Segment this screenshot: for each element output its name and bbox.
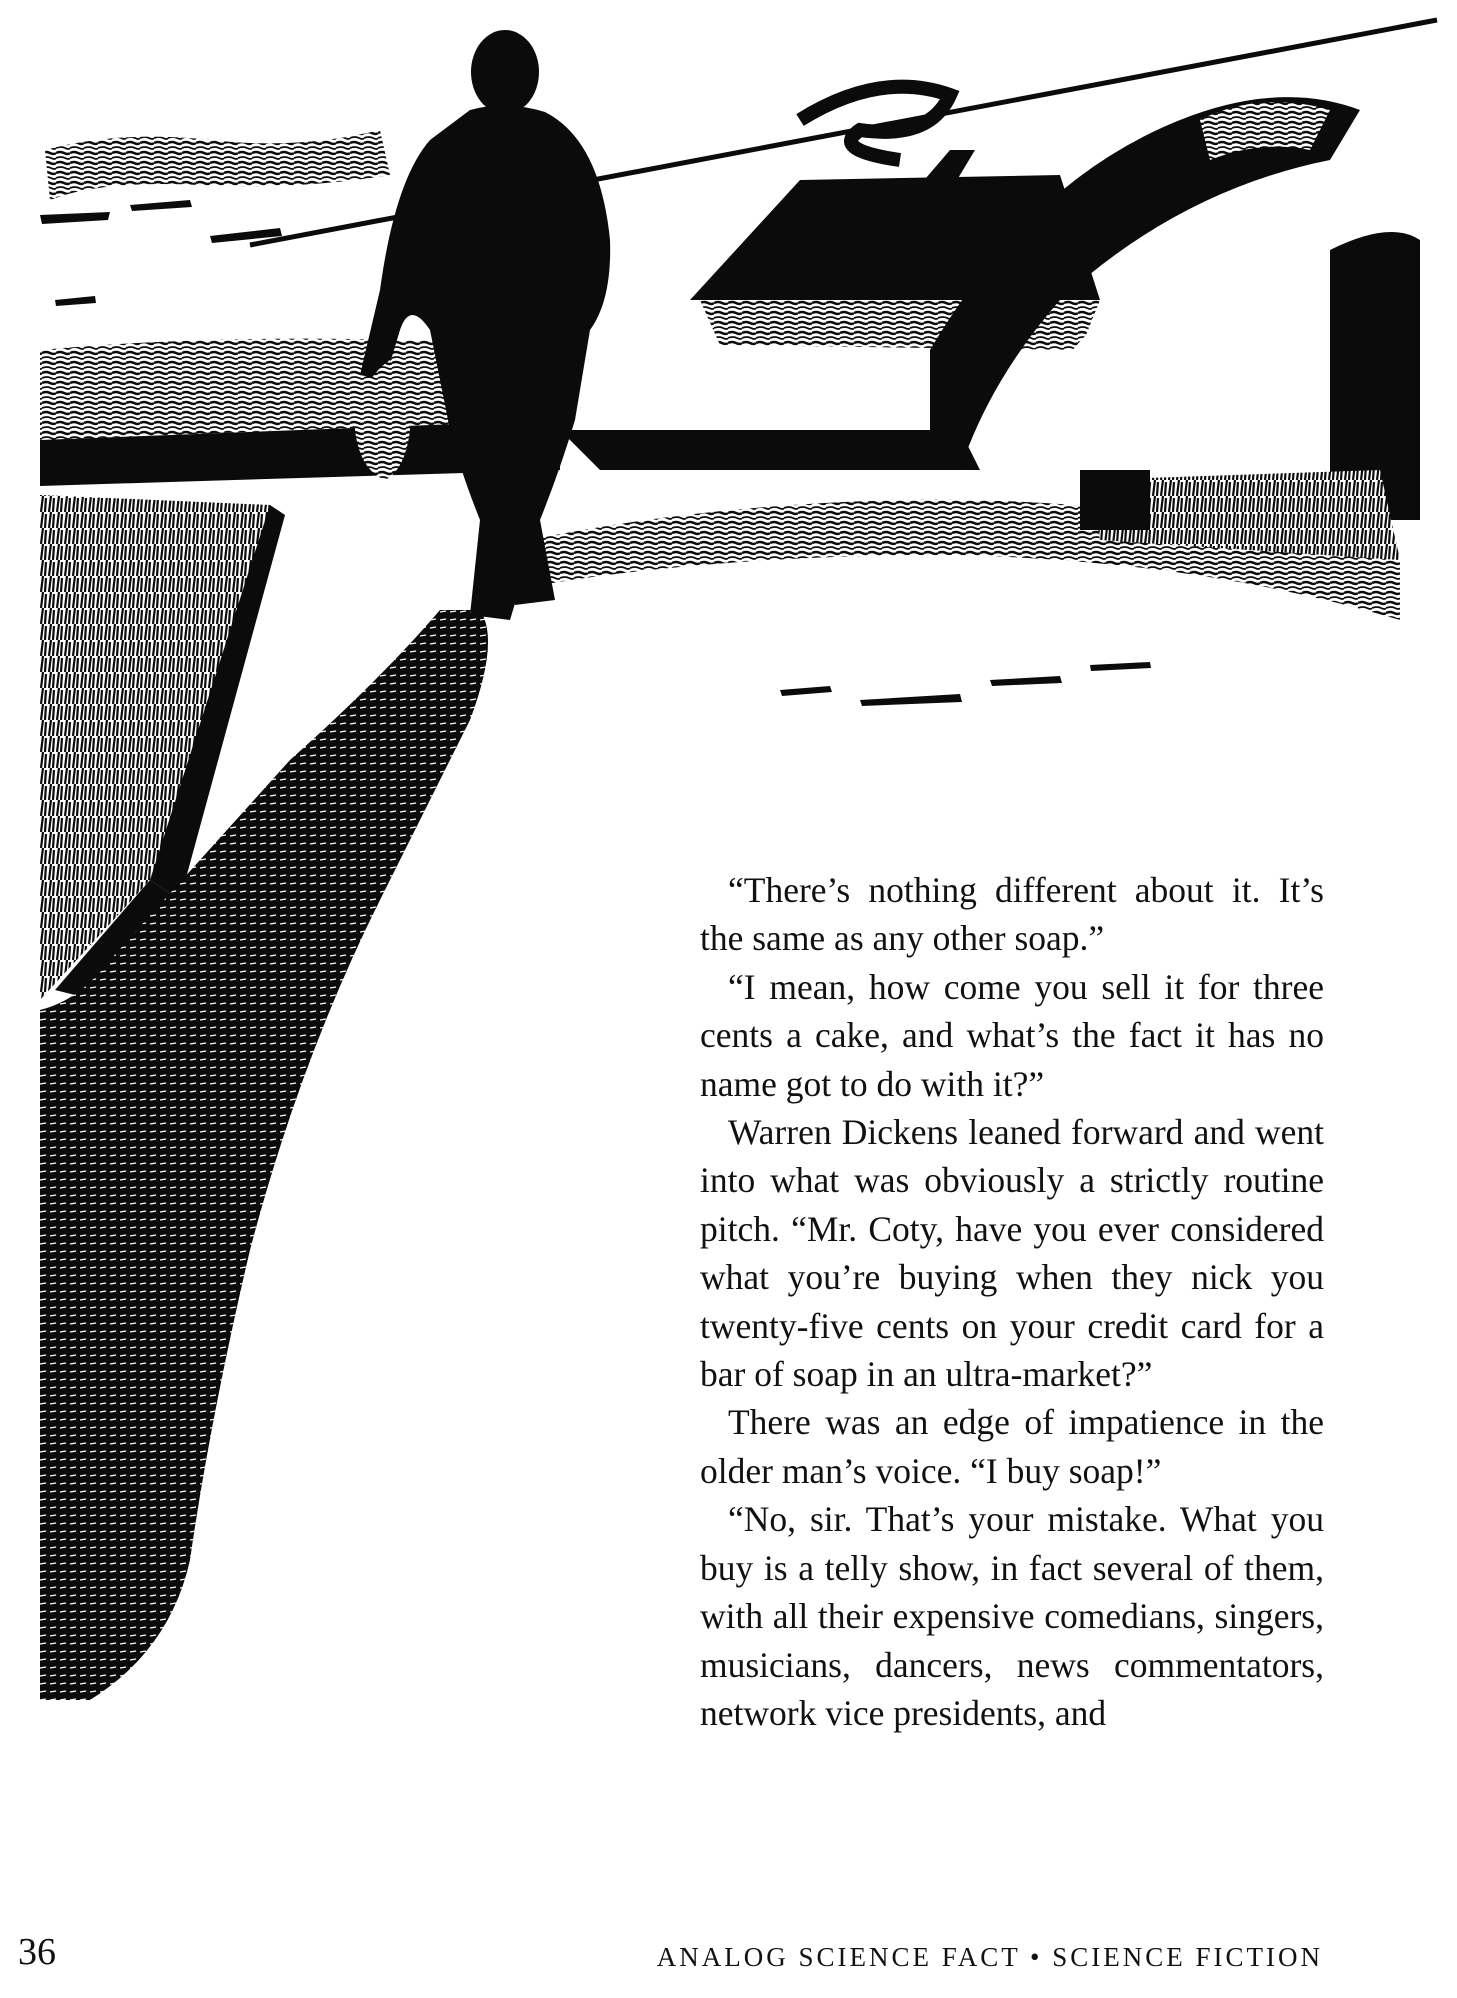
page-number: 36 [18, 1931, 56, 1973]
story-paragraph: “No, sir. That’s your mistake. What you buy is a telly show, in fact several of them, with all their expensive comedians, singers, musicians, dancers, news commentators, network vice presidents, and [700, 1499, 1324, 1733]
sky-hatching [40, 130, 390, 306]
story-paragraph: “I mean, how come you sell it for three cents a cake, and what’s the fact it has no name got to do with it?” [700, 966, 1324, 1104]
running-footer: ANALOG SCIENCE FACT • SCIENCE FICTION [656, 1942, 1323, 1972]
story-text-column [700, 866, 1324, 1737]
story-paragraph: There was an edge of impatience in the older man’s voice. “I buy soap!” [700, 1402, 1324, 1491]
walking-man-figure [355, 30, 610, 620]
antenna-swirl [800, 87, 950, 160]
story-paragraph: “There’s nothing different about it. It’s the same as any other soap.” [700, 870, 1324, 959]
road-marks [780, 662, 1151, 706]
story-paragraph: Warren Dickens leaned forward and went into what was obviously a strictly routine pitch. “Mr. Coty, have you ever considered what you’re buying when they nick you twenty-five cents on your credit card for a bar of soap in an ultra-market?” [700, 1112, 1324, 1395]
futuristic-vehicle [560, 97, 1420, 560]
